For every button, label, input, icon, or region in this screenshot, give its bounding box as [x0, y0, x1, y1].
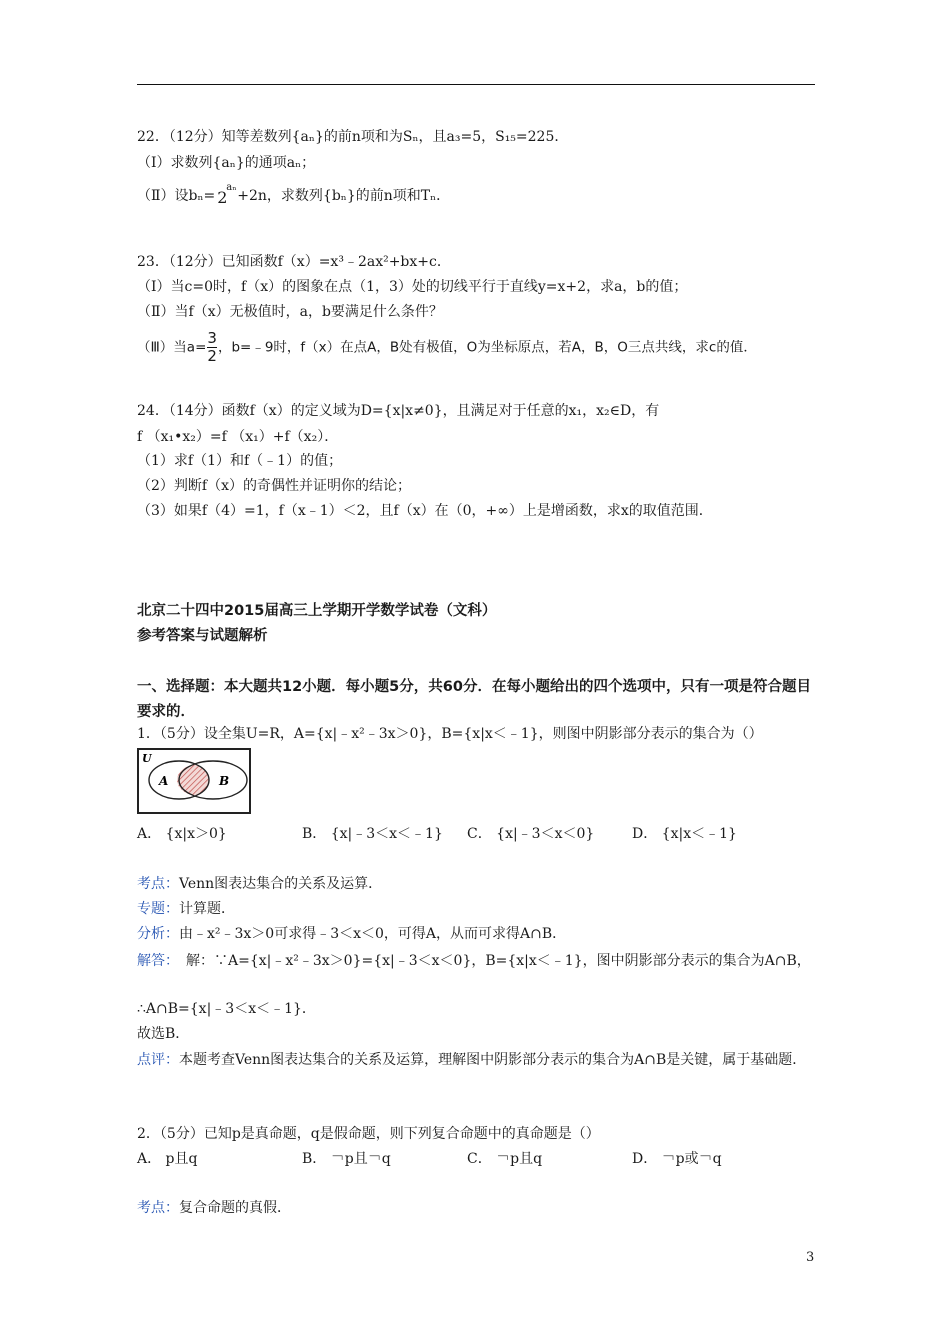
- a1-kaodian: [137, 874, 382, 894]
- venn-label-b: B: [219, 774, 230, 788]
- q23-part2: （Ⅱ）当f（x）无极值时，a，b要满足什么条件？: [137, 304, 443, 320]
- a1-option-c: C． {x|﹣3＜x＜0}: [467, 826, 595, 842]
- venn-diagram: [137, 748, 251, 814]
- a1-option-b: B． {x|﹣3＜x＜﹣1}: [302, 826, 443, 842]
- q23-part3: [137, 330, 757, 365]
- a1-zhuanti: [137, 899, 235, 919]
- q22-power-exp: aₙ: [226, 182, 237, 193]
- q24-part2: （2）判断f（x）的奇偶性并证明你的结论；: [137, 478, 411, 494]
- q23-part1: （Ⅰ）当c=0时，f（x）的图象在点（1，3）处的切线平行于直线y=x+2，求a，b的值；: [137, 279, 688, 295]
- a1-jieda: [137, 949, 817, 973]
- a1-jieda-text: 解：∵A={x|﹣x²﹣3x＞0}={x|﹣3＜x＜0}，B={x|x＜﹣1}，图中阴影部分表示的集合为A∩B，: [172, 953, 811, 969]
- a2-option-a: A． p且q: [137, 1151, 198, 1167]
- q23-part3-text-b: ，b=﹣9时，f（x）在点A，B处有极值，O为坐标原点，若A，B，O三点共线，求c的值．: [217, 339, 757, 356]
- q22-part2: [137, 180, 450, 206]
- a1-zhuanti-label: 专题：: [137, 901, 179, 917]
- a2-kaodian-text: 复合命题的真假．: [179, 1200, 291, 1216]
- a1-jieda-label: 解答：: [137, 953, 172, 969]
- q22-part2-text-a: （Ⅱ）设bₙ=: [137, 188, 216, 204]
- venn-label-a: A: [159, 774, 169, 788]
- a1-option-a: A． {x|x＞0}: [137, 826, 227, 842]
- a2-stem: 2．（5分）已知p是真命题，q是假命题，则下列复合命题中的真命题是（）: [137, 1126, 600, 1142]
- a1-dianping: [137, 1048, 827, 1072]
- a1-fenxi-text: 由﹣x²﹣3x＞0可求得﹣3＜x＜0，可得A，从而可求得A∩B．: [179, 926, 567, 942]
- a2-option-b: B． ￢p且￢q: [302, 1151, 391, 1167]
- a1-stem: 1．（5分）设全集U=R，A={x|﹣x²﹣3x＞0}，B={x|x＜﹣1}，则图中阴影部分表示的集合为（）: [137, 726, 763, 742]
- a1-jieda-line2: ∴A∩B={x|﹣3＜x＜﹣1}．: [137, 1001, 316, 1017]
- q22-power: [215, 180, 237, 207]
- q24-stem-line2: f （x₁•x₂）=f （x₁）+f（x₂）．: [137, 429, 339, 445]
- q24-part1: （1）求f（1）和f（﹣1）的值；: [137, 453, 343, 469]
- answer-subtitle: 参考答案与试题解析: [137, 628, 268, 644]
- q22-part2-text-b: +2n，求数列{bₙ}的前n项和Tₙ．: [237, 188, 451, 204]
- a1-dianping-label: 点评：: [137, 1052, 179, 1068]
- a1-fenxi-label: 分析：: [137, 926, 179, 942]
- a1-kaodian-label: 考点：: [137, 876, 179, 892]
- a1-kaodian-text: Venn图表达集合的关系及运算．: [179, 876, 383, 892]
- a1-dianping-text: 本题考查Venn图表达集合的关系及运算，理解图中阴影部分表示的集合为A∩B是关键，属于基础题．: [179, 1052, 807, 1068]
- q24-stem-line1: 24．（14分）函数f（x）的定义域为D={x|x≠0}，且满足对于任意的x₁，x₂∈D，有: [137, 403, 660, 419]
- q22-stem: 22．（12分）知等差数列{aₙ}的前n项和为Sₙ，且a₃=5，S₁₅=225．: [137, 129, 569, 145]
- a2-kaodian: [137, 1198, 291, 1218]
- venn-label-u: U: [142, 752, 152, 765]
- a1-jieda-line3: 故选B．: [137, 1026, 190, 1042]
- a2-kaodian-label: 考点：: [137, 1200, 179, 1216]
- answer-title: 北京二十四中2015届高三上学期开学数学试卷（文科）: [137, 603, 497, 619]
- q22-part1: （Ⅰ）求数列{aₙ}的通项aₙ；: [137, 155, 316, 171]
- q22-power-base: 2: [217, 188, 228, 207]
- q23-part3-text-a: （Ⅲ）当a=: [137, 339, 207, 356]
- section1-heading: 一、选择题：本大题共12小题．每小题5分，共60分．在每小题给出的四个选项中，只有一项是符合题目要求的．: [137, 679, 811, 720]
- a2-option-c: C． ￢p且q: [467, 1151, 543, 1167]
- header-rule: [137, 84, 815, 85]
- q23-fraction-den: 2: [207, 347, 217, 365]
- q23-stem: 23．（12分）已知函数f（x）=x³﹣2ax²+bx+c．: [137, 254, 451, 270]
- a1-option-d: D． {x|x＜﹣1}: [632, 826, 737, 842]
- a1-fenxi: [137, 924, 566, 944]
- a2-option-d: D． ￢p或￢q: [632, 1151, 722, 1167]
- q24-part3: （3）如果f（4）=1，f（x﹣1）＜2，且f（x）在（0，+∞）上是增函数，求x的取值范围．: [137, 503, 713, 519]
- q23-fraction: [207, 330, 217, 365]
- page-number: 3: [806, 1250, 815, 1265]
- q23-fraction-num: 3: [207, 329, 217, 347]
- a1-zhuanti-text: 计算题．: [179, 901, 235, 917]
